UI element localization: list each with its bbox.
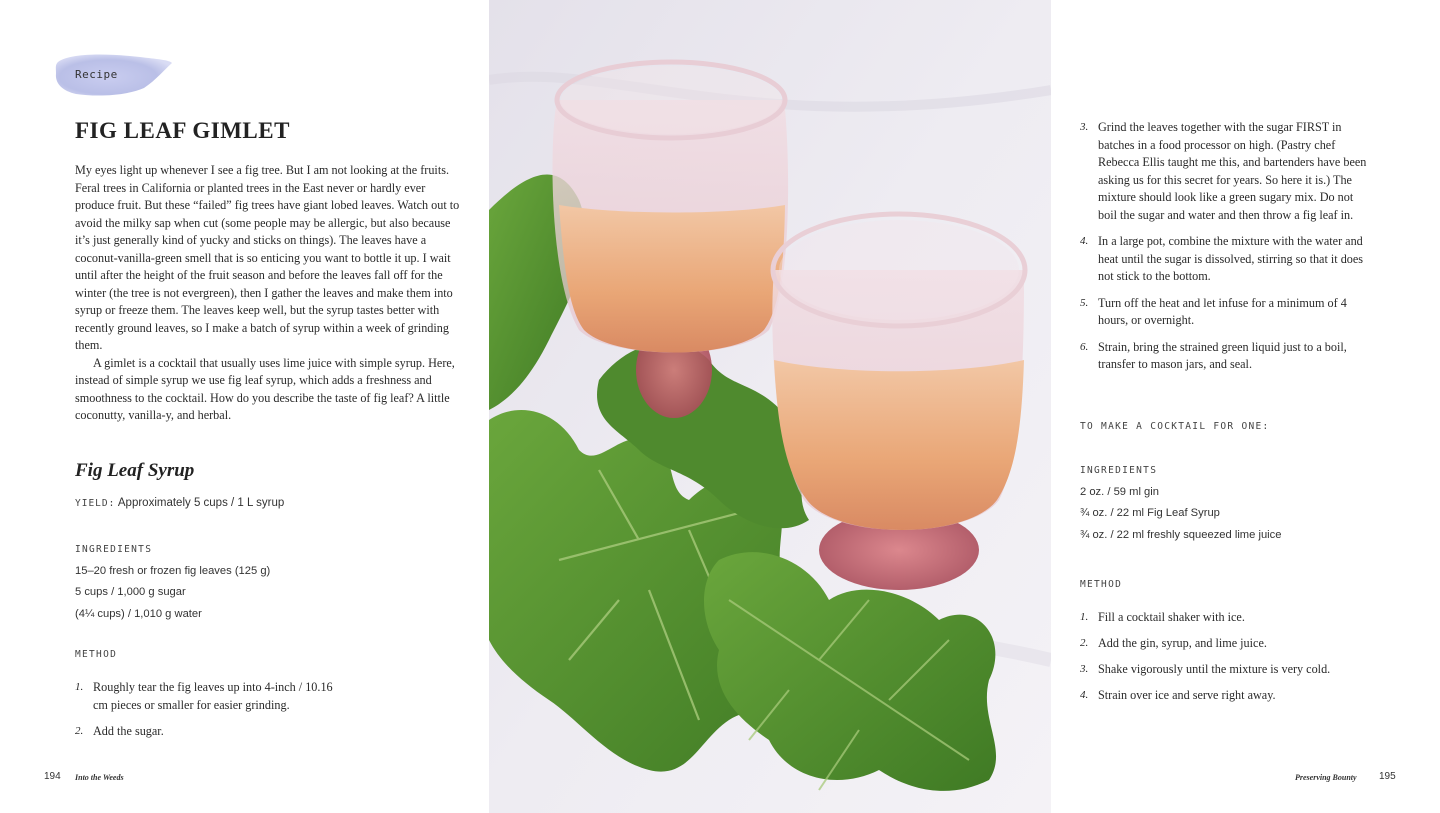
- intro-paragraph: My eyes light up whenever I see a fig tree. But I am not looking at the fruits. Feral trees in California or planted trees in the East never or hardly ever produce fruit. But these “failed” fig trees have giant lobed leaves. Watch out to avoid the milky sap when cut (some people may be allergic, but also because it’s just generally kind of yucky and sticks on things). The leaves have a coconut-vanilla-green smell that is so enticing you want to bottle it up. I wait until after the height of the fruit season and before the leaves fall off for the winter (the tree is not evergreen), then I gather the leaves and make them into syrup or freeze them. The leaves keep well, but the syrup tastes better with recently ground leaves, so I make a batch of syrup within a week of grinding them.: [75, 163, 460, 352]
- step-number: 4.: [1080, 235, 1089, 247]
- step-number: 3.: [1080, 663, 1089, 675]
- running-title-right: Preserving Bounty: [1295, 773, 1357, 782]
- page-number-left: 194: [44, 771, 61, 782]
- step-text: Grind the leaves together with the sugar FIRST in batches in a food processor on high. (Pastry chef Rebecca Ellis taught me this, and bartenders have been asking us for this secret for years. So here it is.) The mixture should look like a green sugary mix. Do not boil the sugar and water and then throw a fig leaf in.: [1098, 120, 1367, 222]
- ingredient-item: ¾ oz. / 22 ml freshly squeezed lime juice: [1080, 528, 1282, 541]
- cocktail-photo: [489, 0, 1051, 813]
- recipe-tag-label: Recipe: [75, 68, 118, 81]
- page-number-right: 195: [1379, 771, 1396, 782]
- ingredient-item: 5 cups / 1,000 g sugar: [75, 586, 186, 599]
- right-page: [1051, 0, 1440, 813]
- method-step: [75, 679, 350, 714]
- method-step: [1080, 661, 1380, 679]
- syrup-method-list: [75, 679, 350, 741]
- step-number: 3.: [1080, 121, 1089, 133]
- step-number: 2.: [1080, 637, 1089, 649]
- ingredient-item: ¾ oz. / 22 ml Fig Leaf Syrup: [1080, 507, 1220, 520]
- step-number: 5.: [1080, 296, 1089, 309]
- intro-paragraph: A gimlet is a cocktail that usually uses lime juice with simple syrup. Here, instead of simple syrup we use fig leaf syrup, which adds a freshness and smoothness to the cocktail. How do you describe the taste of fig leaf? A little coconutty, vanilla-y, and herbal.: [75, 355, 455, 422]
- step-text: Strain, bring the strained green liquid just to a boil, transfer to mason jars, and seal.: [1098, 339, 1347, 371]
- step-number: 4.: [1080, 689, 1089, 701]
- syrup-subheading: Fig Leaf Syrup: [75, 460, 195, 481]
- cocktail-method-list: [1080, 609, 1380, 705]
- ingredient-item: 15–20 fresh or frozen fig leaves (125 g): [75, 565, 271, 577]
- ingredient-item: (4¼ cups) / 1,010 g water: [75, 607, 202, 620]
- syrup-method-label: METHOD: [75, 649, 118, 660]
- syrup-ingredients-label: INGREDIENTS: [75, 544, 153, 555]
- recipe-tag: [52, 50, 176, 100]
- step-number: 1.: [1080, 611, 1089, 623]
- yield-value: Approximately 5 cups / 1 L syrup: [115, 497, 285, 509]
- cocktail-method-label: METHOD: [1080, 579, 1123, 590]
- ingredient-item: 2 oz. / 59 ml gin: [1080, 486, 1159, 498]
- yield-line: [75, 497, 284, 509]
- step-text: Add the sugar.: [93, 724, 164, 738]
- step-number: 1.: [75, 681, 84, 693]
- yield-label: YIELD:: [75, 498, 116, 509]
- step-text: Roughly tear the fig leaves up into 4-inch / 10.16 cm pieces or smaller for easier grinding.: [93, 680, 333, 712]
- recipe-title: FIG LEAF GIMLET: [75, 118, 290, 143]
- running-title-left: Into the Weeds: [75, 773, 124, 782]
- step-number: 6.: [1080, 340, 1089, 353]
- method-step: [1080, 119, 1370, 224]
- step-number: 2.: [75, 725, 84, 737]
- step-text: Strain over ice and serve right away.: [1098, 688, 1276, 702]
- step-text: Shake vigorously until the mixture is very cold.: [1098, 662, 1331, 676]
- cocktail-ingredients-label: INGREDIENTS: [1080, 465, 1158, 476]
- left-page: [0, 0, 489, 813]
- step-text: In a large pot, combine the mixture with the water and heat until the sugar is dissolved, stirring so that it does not stick to the bottom.: [1098, 234, 1364, 283]
- intro-text: [75, 162, 465, 425]
- method-step: [1080, 233, 1370, 286]
- method-step: [1080, 609, 1380, 627]
- step-text: Add the gin, syrup, and lime juice.: [1098, 636, 1267, 650]
- step-text: Turn off the heat and let infuse for a minimum of 4 hours, or overnight.: [1098, 295, 1347, 327]
- step-text: Fill a cocktail shaker with ice.: [1098, 610, 1245, 624]
- fig-leaf-gimlet-photo-icon: [489, 0, 1051, 813]
- cocktail-ingredients-list: [1080, 482, 1281, 546]
- method-step: [1080, 339, 1370, 374]
- cocktail-heading: TO MAKE A COCKTAIL FOR ONE:: [1080, 421, 1270, 432]
- syrup-method-continued: [1080, 119, 1370, 374]
- method-step: [1080, 295, 1370, 330]
- method-step: [1080, 635, 1380, 653]
- method-step: [75, 723, 350, 741]
- syrup-ingredients-list: [75, 561, 270, 625]
- method-step: [1080, 687, 1380, 705]
